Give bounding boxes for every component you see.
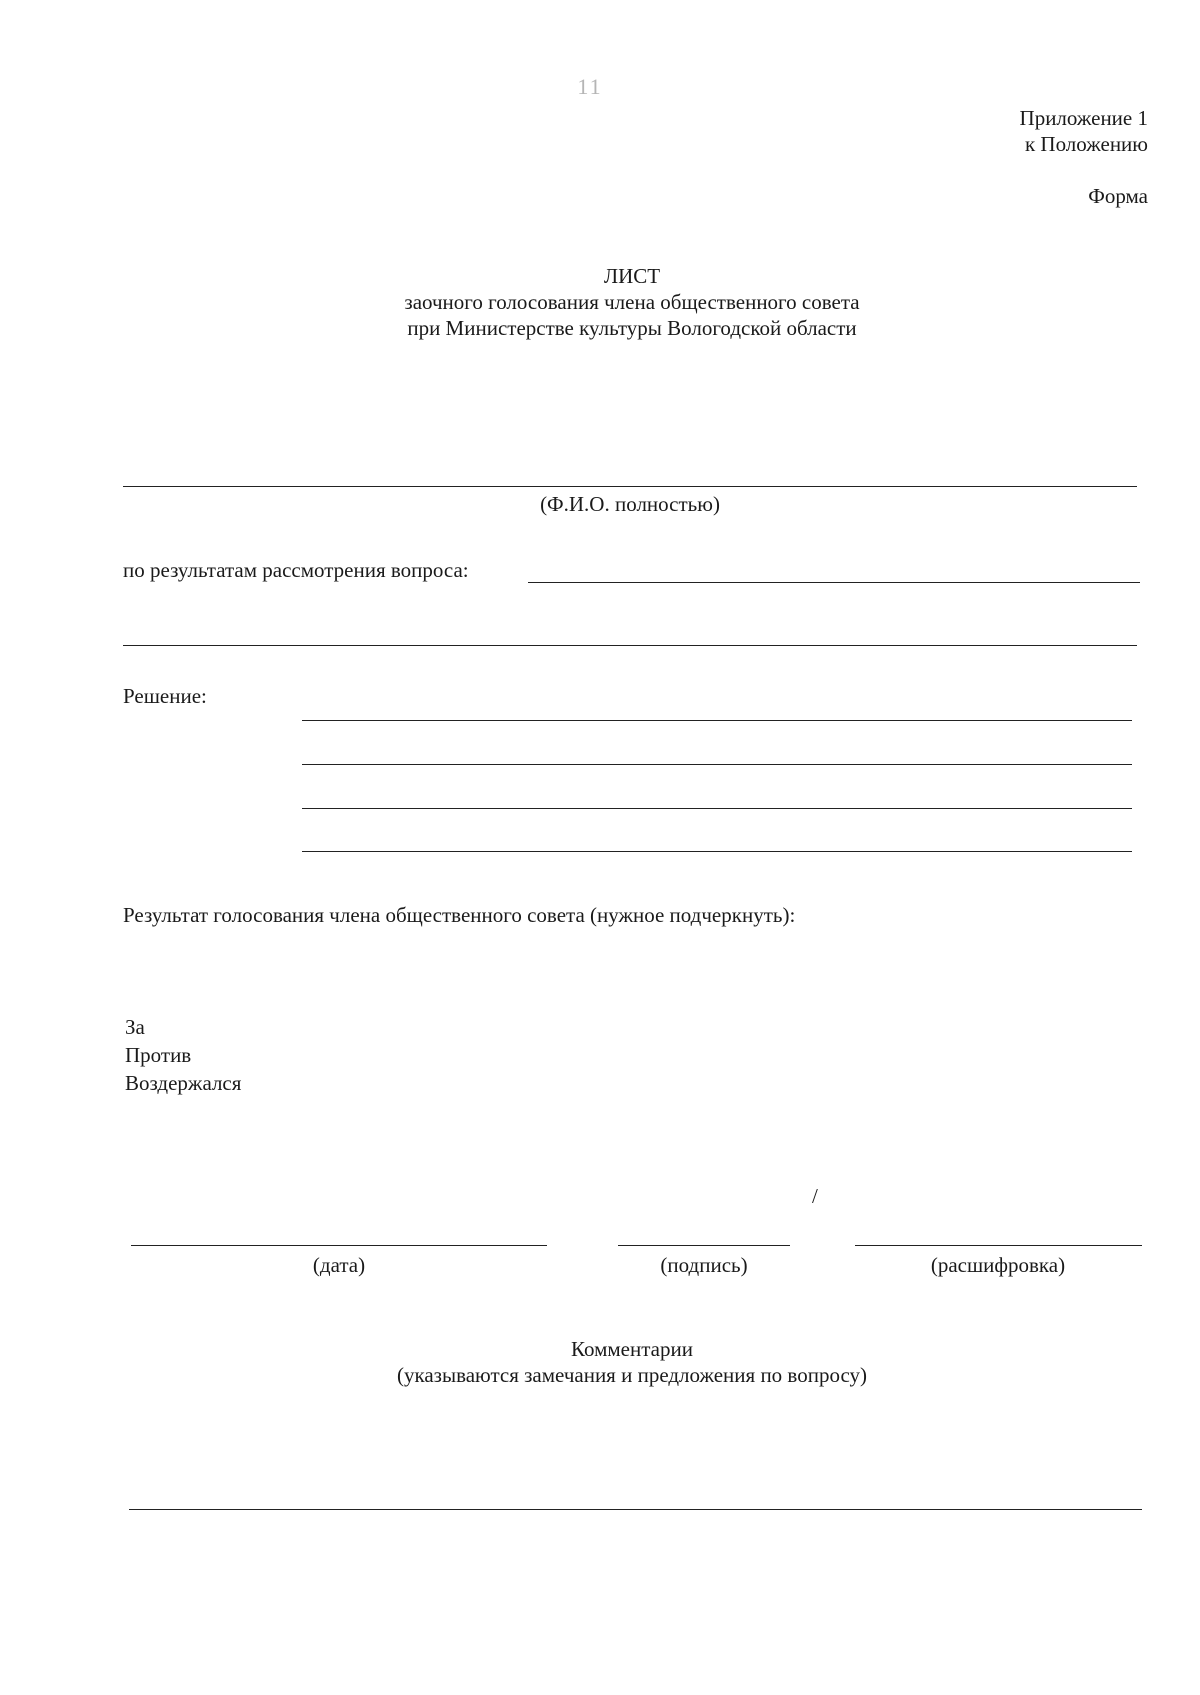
question-label: по результатам рассмотрения вопроса: — [123, 558, 469, 582]
decoding-caption: (расшифровка) — [930, 1253, 1066, 1277]
vote-option-for[interactable]: За — [125, 1015, 145, 1039]
question-line-1[interactable] — [528, 582, 1140, 583]
decision-line-4[interactable] — [302, 851, 1132, 852]
date-caption: (дата) — [312, 1253, 366, 1277]
comments-subtitle: (указываются замечания и предложения по вопросу) — [396, 1363, 868, 1387]
vote-option-against[interactable]: Против — [125, 1043, 192, 1067]
question-line-2[interactable] — [123, 645, 1137, 646]
fio-line[interactable] — [123, 486, 1137, 487]
appendix-line-1: Приложение 1 — [1019, 106, 1148, 130]
comments-line[interactable] — [129, 1509, 1142, 1510]
decoding-line[interactable] — [855, 1245, 1142, 1246]
decision-line-2[interactable] — [302, 764, 1132, 765]
document-title: ЛИСТ — [603, 264, 661, 288]
signature-caption: (подпись) — [660, 1253, 748, 1277]
date-line[interactable] — [131, 1245, 547, 1246]
form-label: Форма — [1088, 184, 1148, 208]
document-subtitle-1: заочного голосования члена общественного совета — [404, 290, 860, 314]
signature-slash: / — [812, 1184, 818, 1208]
vote-option-abstain[interactable]: Воздержался — [125, 1071, 242, 1095]
decision-label: Решение: — [123, 684, 207, 708]
page-number: 11 — [577, 74, 603, 99]
signature-line[interactable] — [618, 1245, 790, 1246]
vote-result-label: Результат голосования члена общественного совета (нужное подчеркнуть): — [123, 903, 796, 927]
fio-caption: (Ф.И.О. полностью) — [540, 492, 720, 516]
document-subtitle-2: при Министерстве культуры Вологодской области — [407, 316, 857, 340]
appendix-line-2: к Положению — [1024, 132, 1148, 156]
comments-title: Комментарии — [571, 1337, 693, 1361]
decision-line-1[interactable] — [302, 720, 1132, 721]
decision-line-3[interactable] — [302, 808, 1132, 809]
